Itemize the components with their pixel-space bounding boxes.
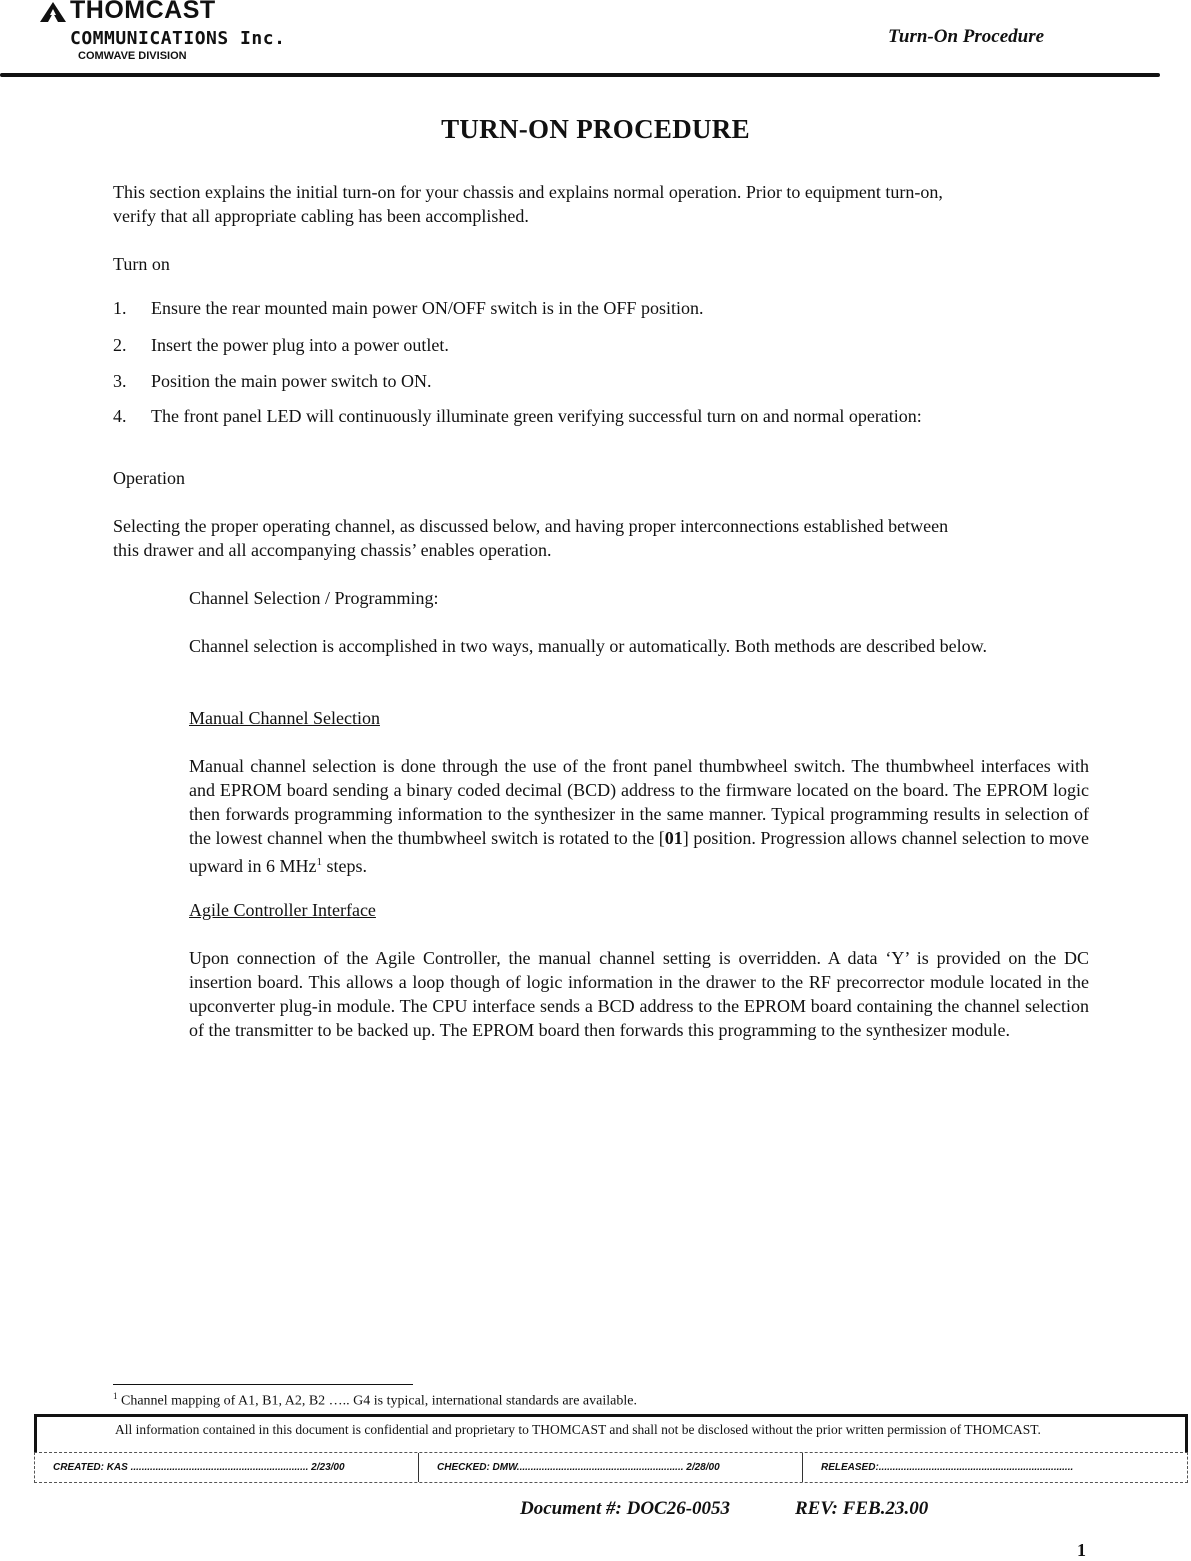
released-field: RELEASED:...................................................................... [821, 1462, 1074, 1473]
channel-code: 01 [664, 828, 683, 848]
step-number: 1. [113, 298, 127, 318]
intro-line-1: This section explains the initial turn-on for your chassis and explains normal operation. Prior to equipment turn-on, [113, 182, 943, 202]
thomcast-logo-icon [38, 0, 68, 24]
step-number: 2. [113, 335, 127, 355]
manual-selection-heading: Manual Channel Selection [189, 708, 380, 728]
step-text: Insert the power plug into a power outlet. [151, 335, 449, 355]
step-number: 4. [113, 406, 127, 426]
logo-brand: THOMCAST [70, 0, 216, 24]
checked-field: CHECKED: DMW............................................................ 2/28/00 [437, 1462, 720, 1473]
operation-line-1: Selecting the proper operating channel, as discussed below, and having proper interconnections established between [113, 516, 949, 536]
intro-line-2: verify that all appropriate cabling has been accomplished. [113, 206, 529, 226]
header-divider [0, 73, 1160, 77]
channel-selection-heading: Channel Selection / Programming: [189, 588, 439, 608]
logo-company: COMMUNICATIONS Inc. [70, 28, 286, 49]
footnote-text: Channel mapping of A1, B1, A2, B2 ….. G4 is typical, international standards are available. [117, 1393, 637, 1409]
created-field: CREATED: KAS ................................................................ 2/23/00 [53, 1462, 345, 1473]
manual-text-part: ] position. Progression allows channel selection to move upward in 6 MHz [189, 828, 1089, 876]
page-number: 1 [1077, 1540, 1086, 1560]
document-number: Document #: DOC26-0053 [520, 1498, 731, 1519]
operation-heading: Operation [113, 468, 185, 488]
step-text: Ensure the rear mounted main power ON/OFF switch is in the OFF position. [151, 298, 704, 318]
footnote-divider [113, 1384, 413, 1385]
header-section-title: Turn-On Procedure [888, 26, 1045, 47]
turn-on-heading: Turn on [113, 254, 170, 274]
company-logo [38, 0, 358, 70]
manual-text-part: steps. [321, 856, 367, 876]
operation-line-2: this drawer and all accompanying chassis’ enables operation. [113, 540, 552, 560]
channel-selection-text: Channel selection is accomplished in two ways, manually or automatically. Both methods are described below. [189, 636, 987, 656]
manual-selection-text [189, 754, 1089, 878]
manual-text-part: Manual channel selection is done through the use of the front panel thumbwheel switch. The thumbwheel interfaces with and EPROM board sending a binary coded decimal (BCD) address to the firmware located on the board. The EPROM logic then forwards programming information to the synthesizer in the same manner. Typical programming results in selection of the lowest channel when the thumbwheel switch is rotated to the [ [189, 756, 1089, 848]
footnote-reference: 1 [316, 856, 322, 868]
agile-controller-heading: Agile Controller Interface [189, 900, 376, 920]
logo-division: COMWAVE DIVISION [78, 50, 187, 62]
step-text: Position the main power switch to ON. [151, 371, 432, 391]
agile-controller-text: Upon connection of the Agile Controller, the manual channel setting is overridden. A data ‘Y’ is provided on the DC insertion board. This allows a loop though of logic information in the drawer to the RF precorrector module located in the upconverter plug-in module. The CPU interface sends a BCD address to the EPROM board containing the channel selection of the transmitter to be backed up. The EPROM board then forwards this programming to the synthesizer module. [189, 948, 1089, 1040]
step-text: The front panel LED will continuously illuminate green verifying successful turn on and normal operation: [151, 406, 922, 426]
footnote [113, 1391, 637, 1410]
step-number: 3. [113, 371, 127, 391]
footnote-number: 1 [113, 1391, 118, 1401]
signoff-row [34, 1452, 1188, 1483]
signoff-divider [418, 1453, 419, 1482]
signoff-divider [802, 1453, 803, 1482]
revision: REV: FEB.23.00 [795, 1498, 929, 1519]
page-title: TURN-ON PROCEDURE [441, 114, 750, 144]
confidential-notice: All information contained in this document is confidential and proprietary to THOMCAST and shall not be disclosed without the prior written permission of THOMCAST. [115, 1422, 1041, 1437]
